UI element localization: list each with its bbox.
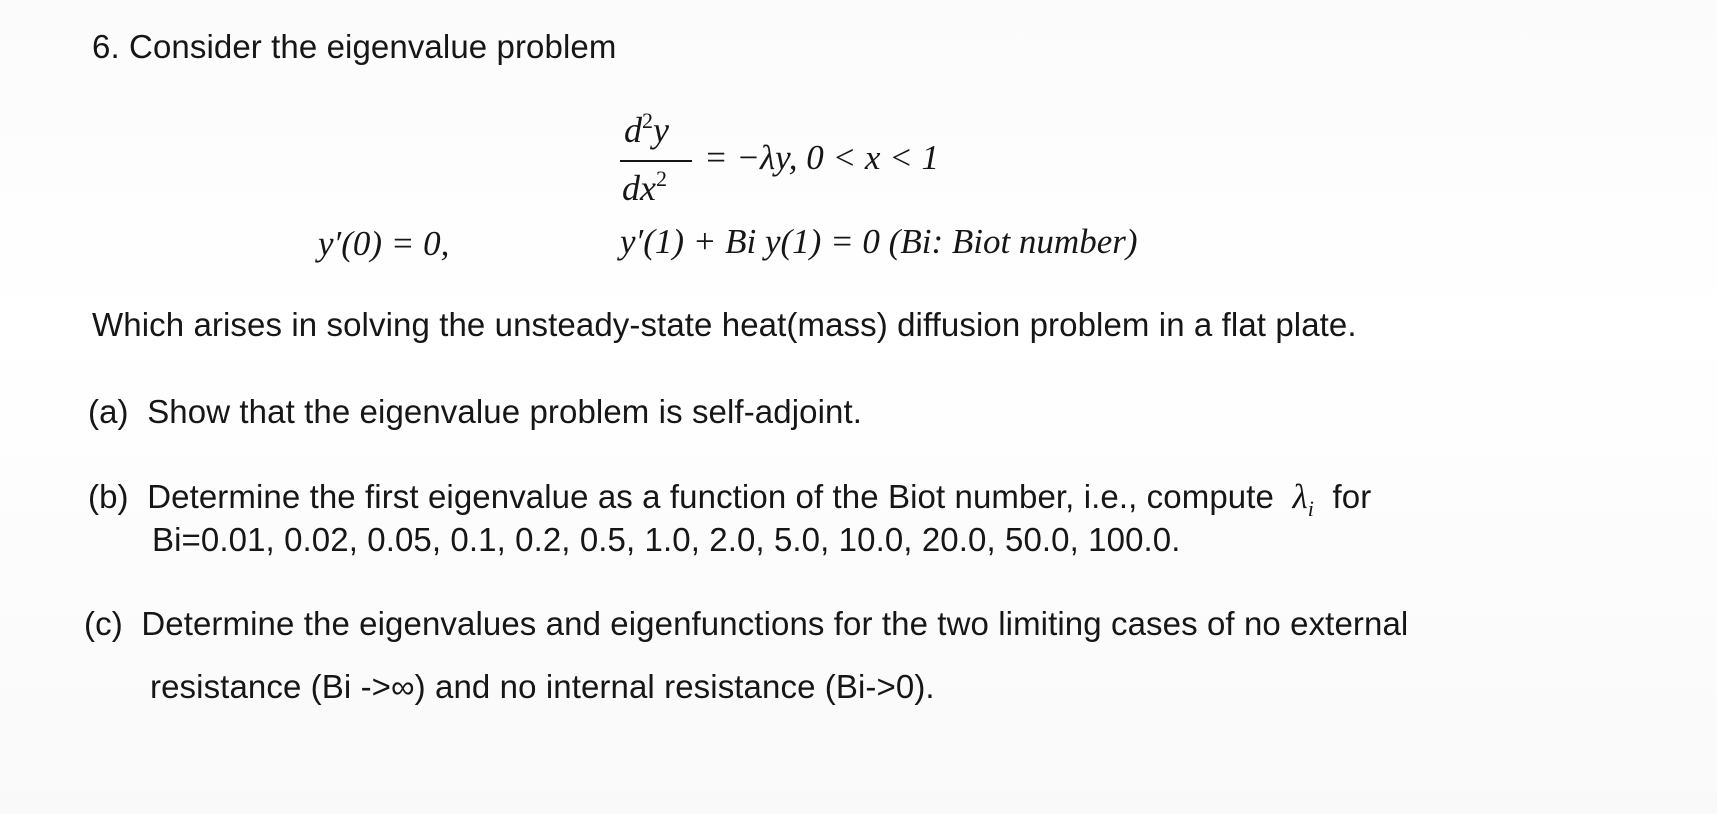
lambda-symbol: $\lambda_i$ [1292, 477, 1314, 521]
problem-intro: Consider the eigenvalue problem [129, 28, 617, 65]
part-b-label: (b) [88, 478, 129, 515]
part-c-text: Determine the eigenvalues and eigenfunctions for the two limiting cases of no external [141, 605, 1409, 642]
equation-rhs: = −λy, 0 < x < 1 [704, 138, 940, 177]
part-c-line1 [84, 605, 1408, 643]
equation-fraction [620, 108, 700, 218]
problem-heading [92, 28, 616, 66]
part-b-for: for [1332, 478, 1372, 515]
problem-context: Which arises in solving the unsteady-state heat(mass) diffusion problem in a flat plate. [92, 306, 1357, 343]
part-a-label: (a) [88, 393, 129, 430]
part-c-line2: resistance (Bi ->∞) and no internal resistance (Bi->0). [150, 668, 935, 705]
part-a [88, 393, 862, 431]
part-b-line1 [88, 477, 1371, 522]
boundary-condition-left: y′(0) = 0, [318, 224, 450, 263]
fraction-bar [620, 160, 692, 162]
part-c-label: (c) [84, 605, 123, 642]
fraction-numerator: $d^2y$ [624, 108, 669, 150]
problem-number: 6. [92, 28, 120, 65]
part-a-text: Show that the eigenvalue problem is self-adjoint. [147, 393, 863, 430]
fraction-denominator: $dx^2$ [622, 166, 667, 208]
part-b-text: Determine the first eigenvalue as a function of the Biot number, i.e., compute [147, 478, 1274, 515]
part-b-line2: Bi=0.01, 0.02, 0.05, 0.1, 0.2, 0.5, 1.0, 2.0, 5.0, 10.0, 20.0, 50.0, 100.0. [152, 521, 1181, 558]
boundary-condition-right: y′(1) + Bi y(1) = 0 (Bi: Biot number) [620, 222, 1138, 261]
